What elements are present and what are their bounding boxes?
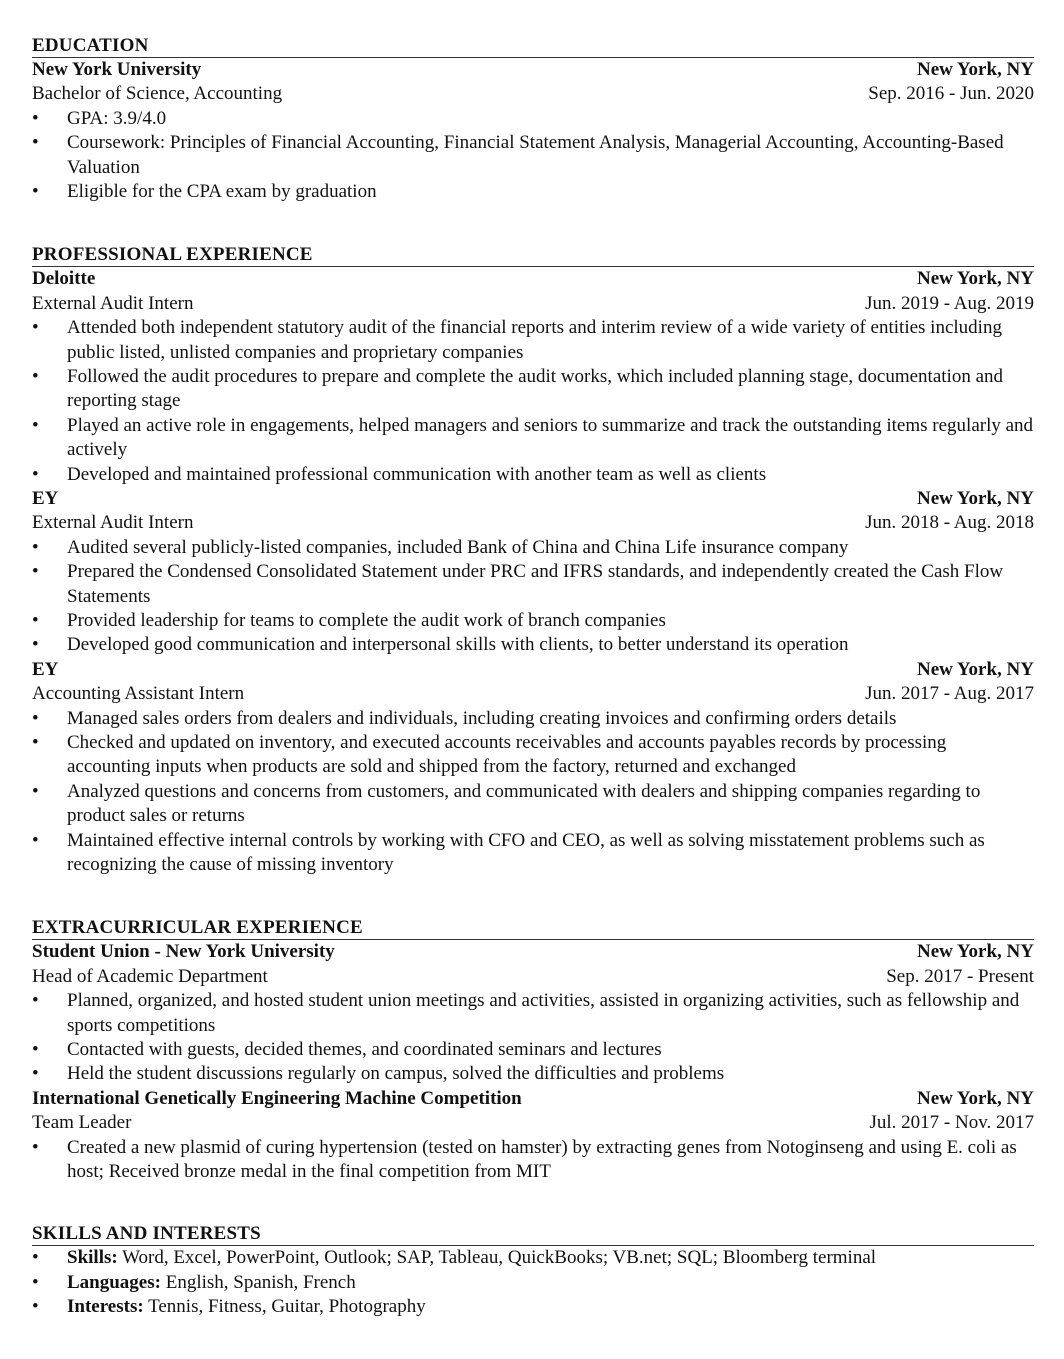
list-item: • Audited several publicly-listed companies, included Bank of China and China Life insurance company xyxy=(32,536,1034,560)
org-dates: Jul. 2017 - Nov. 2017 xyxy=(869,1112,1034,1134)
list-item: • Followed the audit procedures to prepare and complete the audit works, which included planning stage, documentation and reporting stage xyxy=(32,365,1034,414)
job-role-row xyxy=(32,511,1034,535)
org-name: Student Union - New York University xyxy=(32,941,335,963)
list-item: • Developed and maintained professional communication with another team as well as clients xyxy=(32,463,1034,487)
job-location: New York, NY xyxy=(917,658,1034,680)
org-role: Head of Academic Department xyxy=(32,965,268,987)
list-item: • Eligible for the CPA exam by graduation xyxy=(32,180,1034,204)
list-item: • Managed sales orders from dealers and individuals, including creating invoices and confirming orders details xyxy=(32,707,1034,731)
job-header-row xyxy=(32,658,1034,682)
list-item: • Played an active role in engagements, helped managers and seniors to summarize and track the outstanding items regularly and actively xyxy=(32,414,1034,463)
job-header-row xyxy=(32,267,1034,291)
org-name: International Genetically Engineering Machine Competition xyxy=(32,1087,522,1109)
interests-value: Tennis, Fitness, Guitar, Photography xyxy=(143,1296,426,1318)
company-name: EY xyxy=(32,658,59,680)
education-section xyxy=(32,34,1034,204)
list-item: • Checked and updated on inventory, and executed accounts receivables and accounts payables records by processing accounting inputs when products are sold and shipped from the factory, returned and exchanged xyxy=(32,731,1034,780)
org-bullets xyxy=(32,989,1034,1087)
job-location: New York, NY xyxy=(917,268,1034,290)
school-name: New York University xyxy=(32,59,202,80)
job-entry-ey-accounting xyxy=(32,658,1034,878)
education-degree-row xyxy=(32,82,1034,106)
job-dates: Jun. 2017 - Aug. 2017 xyxy=(865,683,1034,705)
job-entry-ey-audit xyxy=(32,487,1034,658)
job-role-row xyxy=(32,292,1034,316)
section-title-professional: PROFESSIONAL EXPERIENCE xyxy=(32,243,1034,267)
list-item: • Provided leadership for teams to complete the audit work of branch companies xyxy=(32,609,1034,633)
list-item: • Developed good communication and interpersonal skills with clients, to better understand its operation xyxy=(32,633,1034,657)
list-item: • Planned, organized, and hosted student union meetings and activities, assisted in organizing activities, such as fellowship and sports competitions xyxy=(32,989,1034,1038)
job-role-row xyxy=(32,682,1034,706)
list-item: • Contacted with guests, decided themes, and coordinated seminars and lectures xyxy=(32,1038,1034,1062)
job-entry-deloitte xyxy=(32,267,1034,487)
org-dates: Sep. 2017 - Present xyxy=(886,965,1034,987)
list-item: • Analyzed questions and concerns from customers, and communicated with dealers and shipping companies regarding to product sales or returns xyxy=(32,780,1034,829)
company-name: EY xyxy=(32,488,59,510)
list-item: • Created a new plasmid of curing hypertension (tested on hamster) by extracting genes from Notoginseng and using E. coli as host; Received bronze medal in the final competition from MIT xyxy=(32,1136,1034,1185)
job-bullets xyxy=(32,707,1034,878)
professional-section xyxy=(32,243,1034,877)
list-item xyxy=(32,1271,1034,1295)
org-role-row xyxy=(32,1111,1034,1135)
job-role: External Audit Intern xyxy=(32,512,194,534)
list-item xyxy=(32,1295,1034,1319)
section-title-skills: SKILLS AND INTERESTS xyxy=(32,1222,1034,1246)
list-item: • Maintained effective internal controls by working with CFO and CEO, as well as solving misstatement problems such as recognizing the cause of missing inventory xyxy=(32,829,1034,878)
job-dates: Jun. 2018 - Aug. 2018 xyxy=(865,512,1034,534)
job-bullets xyxy=(32,536,1034,658)
extracurricular-entry-igem xyxy=(32,1087,1034,1185)
job-role: External Audit Intern xyxy=(32,292,194,314)
list-item: • Attended both independent statutory audit of the financial reports and interim review of a wide variety of entities including public listed, unlisted companies and proprietary companies xyxy=(32,316,1034,365)
extracurricular-section xyxy=(32,916,1034,1184)
org-header-row xyxy=(32,940,1034,964)
org-header-row xyxy=(32,1087,1034,1111)
languages-value: English, Spanish, French xyxy=(160,1271,356,1293)
skills-label: Skills: xyxy=(67,1247,118,1269)
org-location: New York, NY xyxy=(917,941,1034,963)
section-title-extracurricular: EXTRACURRICULAR EXPERIENCE xyxy=(32,916,1034,940)
job-role: Accounting Assistant Intern xyxy=(32,683,245,705)
org-role-row xyxy=(32,965,1034,989)
company-name: Deloitte xyxy=(32,268,96,290)
section-title-education: EDUCATION xyxy=(32,34,1034,58)
job-bullets xyxy=(32,316,1034,487)
org-bullets xyxy=(32,1136,1034,1185)
education-bullets xyxy=(32,107,1034,205)
job-header-row xyxy=(32,487,1034,511)
list-item: • Prepared the Condensed Consolidated Statement under PRC and IFRS standards, and independently created the Cash Flow Statements xyxy=(32,560,1034,609)
job-dates: Jun. 2019 - Aug. 2019 xyxy=(865,292,1034,314)
skills-section xyxy=(32,1222,1034,1319)
list-item: • Held the student discussions regularly on campus, solved the difficulties and problems xyxy=(32,1062,1034,1086)
list-item xyxy=(32,1246,1034,1270)
degree: Bachelor of Science, Accounting xyxy=(32,83,283,105)
education-dates: Sep. 2016 - Jun. 2020 xyxy=(868,83,1034,105)
list-item: • GPA: 3.9/4.0 xyxy=(32,107,1034,131)
interests-label: Interests: xyxy=(67,1296,144,1318)
languages-label: Languages: xyxy=(67,1271,161,1293)
school-location: New York, NY xyxy=(917,59,1034,80)
extracurricular-entry-student-union xyxy=(32,940,1034,1086)
org-role: Team Leader xyxy=(32,1112,132,1134)
education-header-row xyxy=(32,58,1034,82)
job-location: New York, NY xyxy=(917,488,1034,510)
skills-bullets xyxy=(32,1246,1034,1319)
skills-value: Word, Excel, PowerPoint, Outlook; SAP, Tableau, QuickBooks; VB.net; SQL; Bloomberg terminal xyxy=(117,1247,877,1269)
list-item: • Coursework: Principles of Financial Accounting, Financial Statement Analysis, Managerial Accounting, Accounting-Based Valuation xyxy=(32,131,1034,180)
org-location: New York, NY xyxy=(917,1087,1034,1109)
